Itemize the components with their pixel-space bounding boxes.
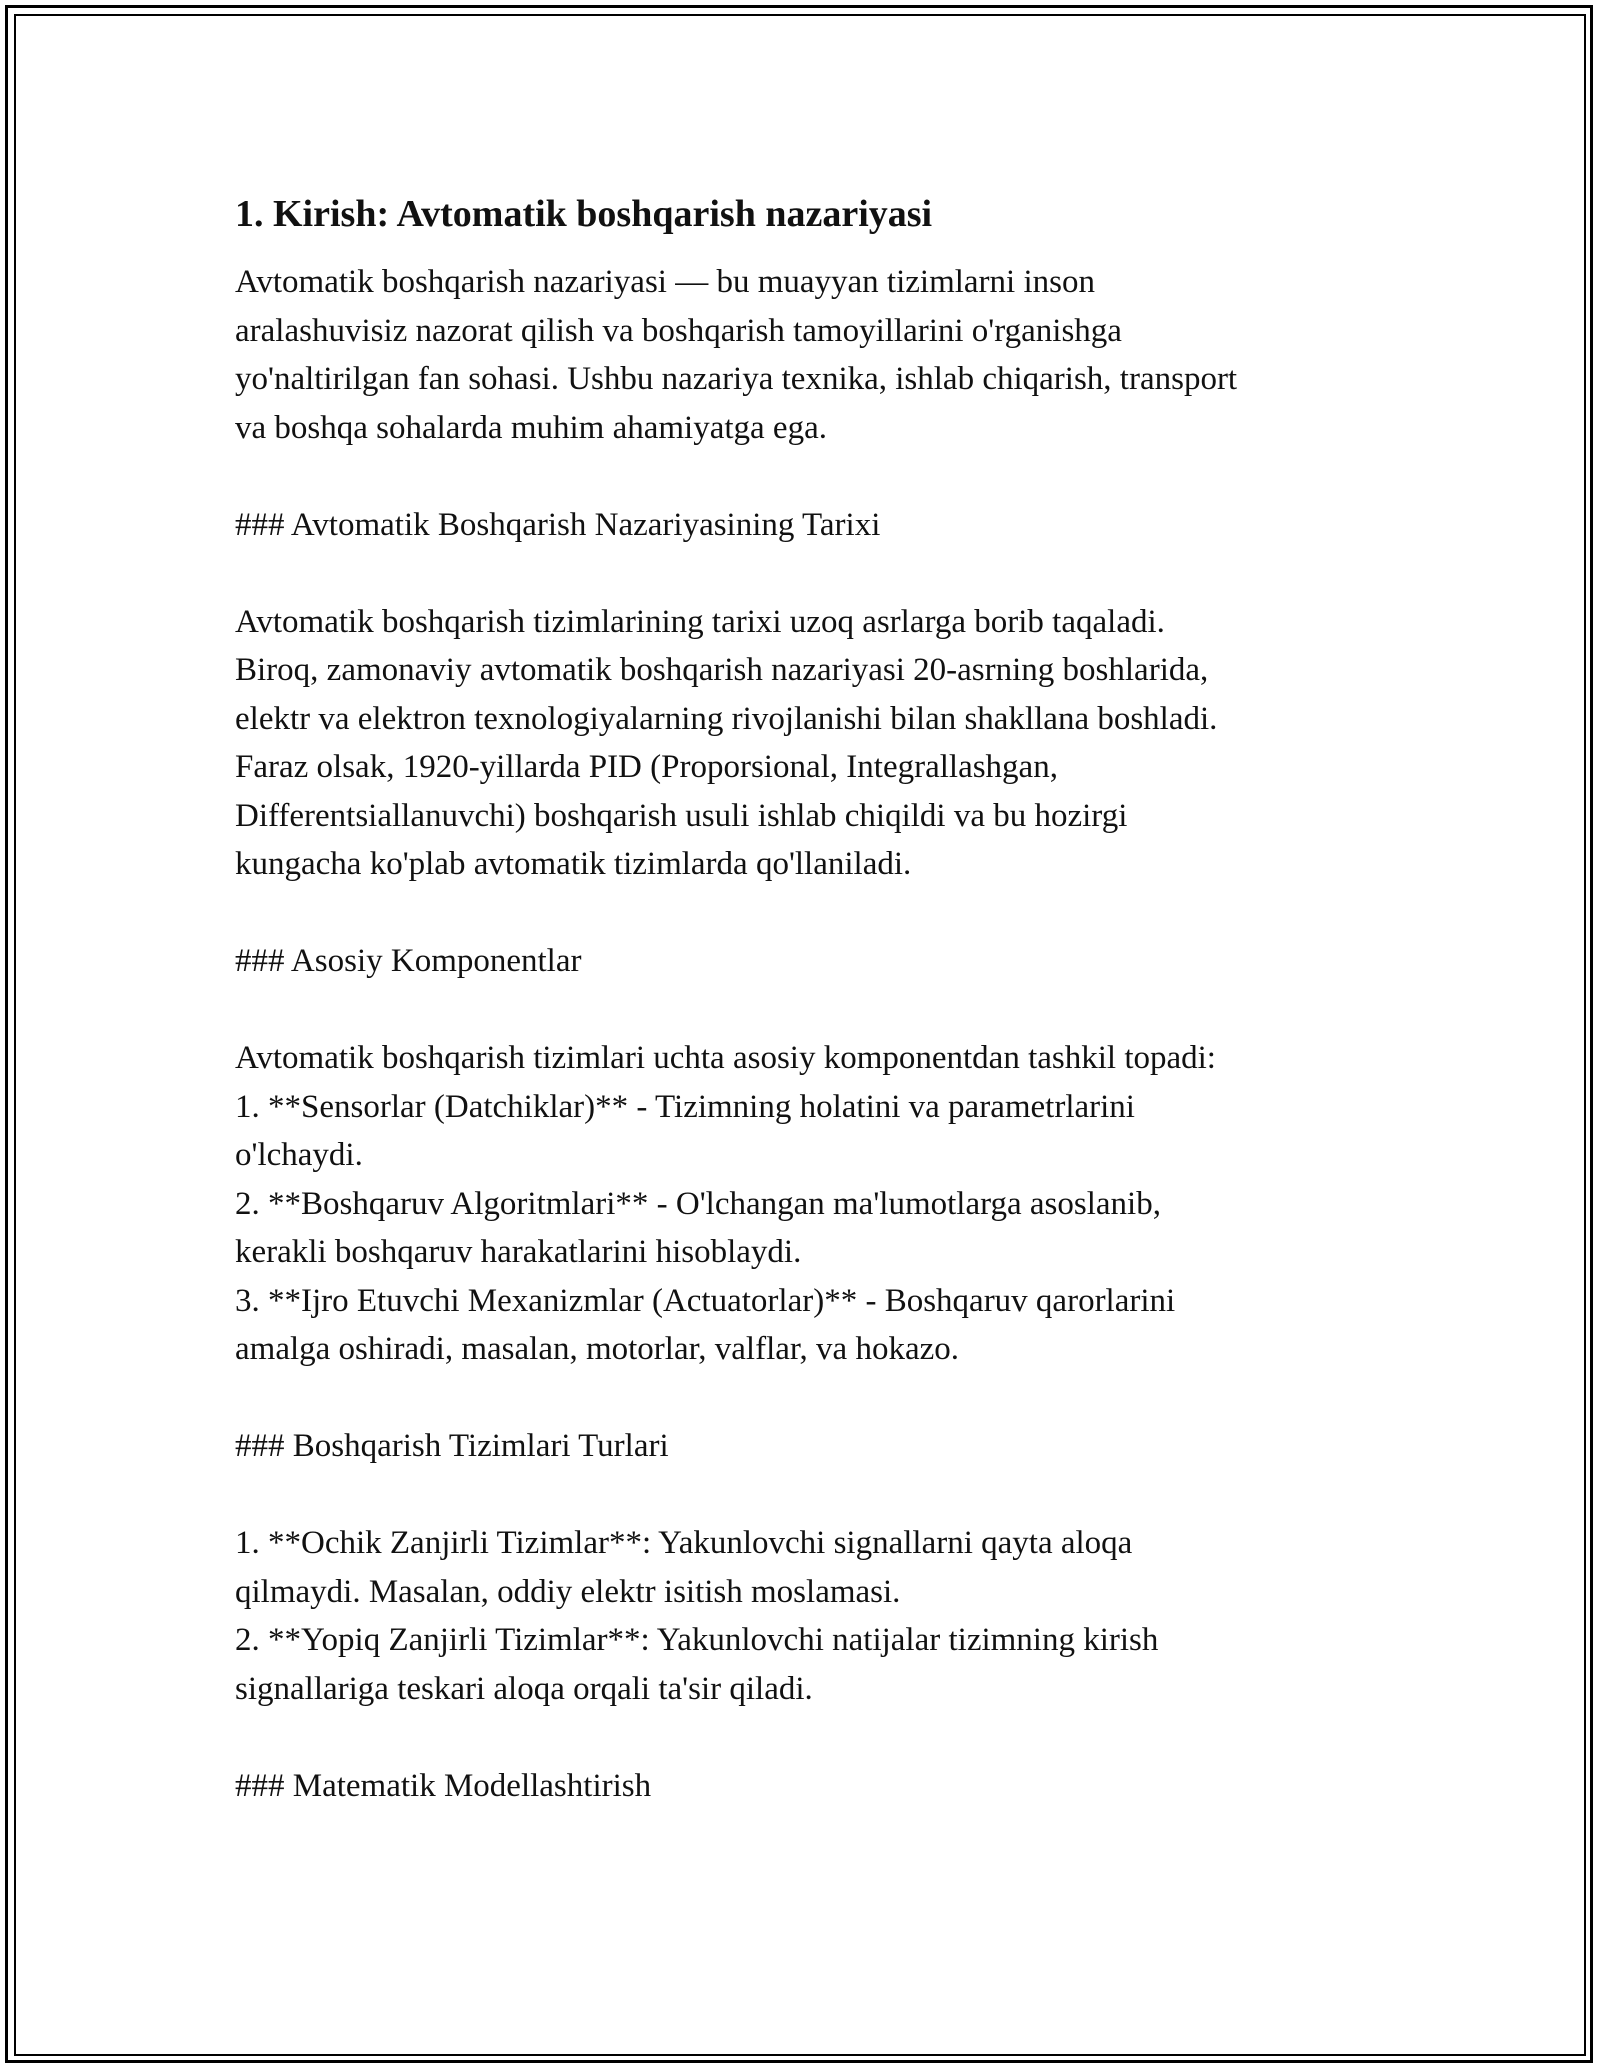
history-heading — [235, 501, 1375, 550]
components-list — [235, 1034, 1375, 1374]
text-line: Avtomatik boshqarish tizimlarining tarixi uzoq asrlarga borib taqaladi. — [235, 603, 1165, 640]
document-title: 1. Kirish: Avtomatik boshqarish nazariyasi — [235, 193, 933, 235]
text-line: yo'naltirilgan fan sohasi. Ushbu nazariya texnika, ishlab chiqarish, transport — [235, 361, 1238, 397]
text-line: 3. **Ijro Etuvchi Mexanizmlar (Actuatorlar)** - Boshqaruv qarorlarini — [235, 1282, 1176, 1319]
text-line: Biroq, zamonaviy avtomatik boshqarish nazariyasi 20-asrning boshlarida, — [235, 652, 1209, 688]
history-paragraph — [235, 598, 1375, 889]
text-line: Differentsiallanuvchi) boshqarish usuli ishlab chiqildi va bu hozirgi — [235, 797, 1128, 834]
types-list — [235, 1519, 1375, 1713]
text-line: qilmaydi. Masalan, oddiy elektr isitish moslamasi. — [235, 1573, 901, 1610]
text-line: o'lchaydi. — [235, 1137, 363, 1173]
text-line: ### Matematik Modellashtirish — [235, 1767, 652, 1804]
text-line: kerakli boshqaruv harakatlarini hisoblaydi. — [235, 1234, 802, 1270]
modeling-heading — [235, 1762, 1375, 1811]
text-line: ### Boshqarish Tizimlari Turlari — [235, 1428, 669, 1464]
text-line: aralashuvisiz nazorat qilish va boshqarish tamoyillarini o'rganishga — [235, 312, 1122, 349]
text-line: signallariga teskari aloqa orqali ta'sir qiladi. — [235, 1670, 813, 1707]
components-heading — [235, 937, 1375, 986]
intro-paragraph — [235, 258, 1375, 452]
types-heading — [235, 1422, 1375, 1471]
document-body — [235, 188, 1375, 1810]
text-line: 2. **Yopiq Zanjirli Tizimlar**: Yakunlovchi natijalar tizimning kirish — [235, 1622, 1159, 1658]
text-line: va boshqa sohalarda muhim ahamiyatga ega. — [235, 409, 827, 446]
text-line: kungacha ko'plab avtomatik tizimlarda qo'llaniladi. — [235, 846, 912, 882]
text-line: ### Avtomatik Boshqarish Nazariyasining Tarixi — [235, 506, 881, 543]
text-line: Avtomatik boshqarish tizimlari uchta asosiy komponentdan tashkil topadi: — [235, 1040, 1216, 1076]
text-line: amalga oshiradi, masalan, motorlar, valflar, va hokazo. — [235, 1331, 960, 1367]
text-line: 1. **Ochik Zanjirli Tizimlar**: Yakunlovchi signallarni qayta aloqa — [235, 1525, 1133, 1561]
text-line: Faraz olsak, 1920-yillarda PID (Proporsional, Integrallashgan, — [235, 749, 1058, 785]
text-line: ### Asosiy Komponentlar — [235, 943, 582, 979]
text-line: 1. **Sensorlar (Datchiklar)** - Tizimning holatini va parametrlarini — [235, 1088, 1135, 1125]
text-line: elektr va elektron texnologiyalarning rivojlanishi bilan shakllana boshladi. — [235, 700, 1218, 737]
text-line: Avtomatik boshqarish nazariyasi — bu muayyan tizimlarni inson — [235, 264, 1095, 300]
text-line: 2. **Boshqaruv Algoritmlari** - O'lchangan ma'lumotlarga asoslanib, — [235, 1185, 1161, 1222]
